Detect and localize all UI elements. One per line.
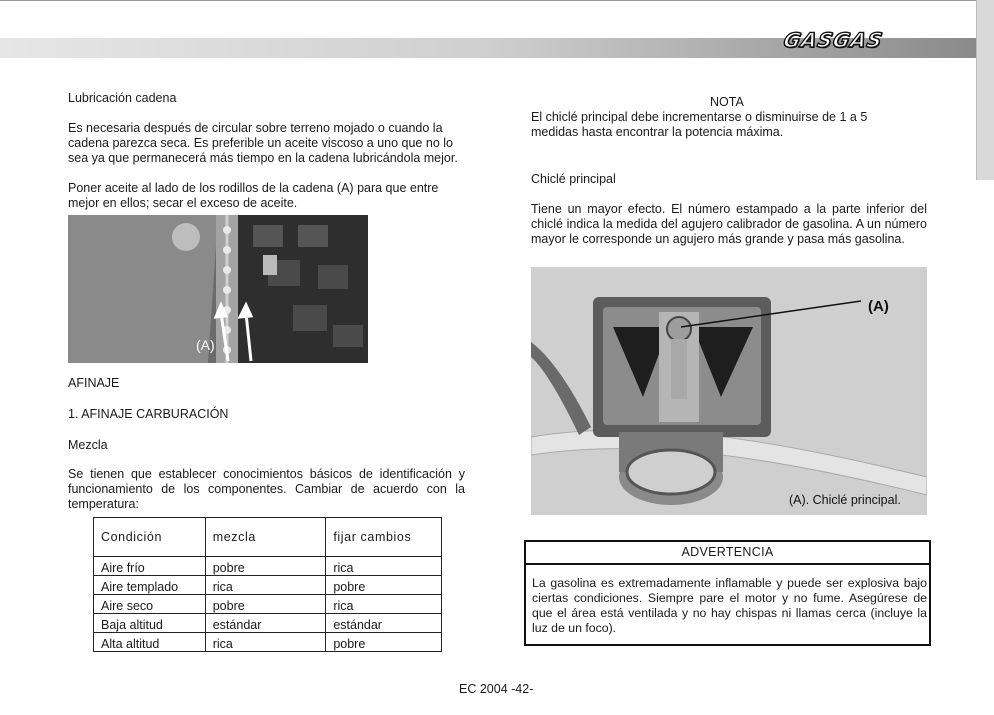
table-cell: estándar <box>326 614 442 633</box>
table-cell: pobre <box>326 633 442 652</box>
mezcla-title: Mezcla <box>68 438 108 452</box>
table-header-condicion: Condición <box>94 518 206 557</box>
warning-title: ADVERTENCIA <box>526 542 929 565</box>
table-row <box>94 614 442 633</box>
table-header-fijar-cambios: fijar cambios <box>326 518 442 557</box>
table-cell: rica <box>326 595 442 614</box>
mezcla-paragraph: Se tienen que establecer conocimientos básicos de identificación y funcionamiento de los componentes. Cambiar de acuerdo con la temperatura: <box>68 467 465 511</box>
side-tab <box>976 0 994 180</box>
brand-logo: GASGAS <box>781 28 886 52</box>
table-cell: Aire templado <box>94 576 206 595</box>
table-row <box>94 576 442 595</box>
table-cell: Aire seco <box>94 595 206 614</box>
warning-box <box>524 540 931 646</box>
carburetor-photo <box>531 267 927 515</box>
lubricacion-paragraph-2: Poner aceite al lado de los rodillos de la cadena (A) para que entre mejor en ellos; secar el exceso de aceite. <box>68 181 439 210</box>
table-header-mezcla: mezcla <box>205 518 326 557</box>
table-header-row <box>94 518 442 557</box>
afinaje-title: AFINAJE <box>68 376 120 390</box>
carburetor-photo-caption: (A). Chiclé principal. <box>789 493 901 507</box>
table-cell: pobre <box>326 576 442 595</box>
table-cell: rica <box>205 576 326 595</box>
chicle-paragraph: Tiene un mayor efecto. El número estampado a la parte inferior del chiclé indica la medida del agujero calibrador de gasolina. A un número mayor le corresponde un agujero más grande y pasa más gasolina. <box>531 202 927 246</box>
lubricacion-paragraph-1: Es necesaria después de circular sobre terreno mojado o cuando la cadena parezca seca. Es preferible un aceite viscoso a uno que no lo sea ya que permanecerá más tiempo en la cadena lubricándola mejor. <box>68 121 458 165</box>
table-cell: Alta altitud <box>94 633 206 652</box>
table-cell: pobre <box>205 595 326 614</box>
table-cell: rica <box>326 557 442 576</box>
chain-photo <box>68 215 368 363</box>
table-row <box>94 595 442 614</box>
conditions-table <box>93 517 442 652</box>
chain-photo-label: (A) <box>196 337 215 353</box>
chain-photo-drawing <box>68 215 368 363</box>
table-cell: Aire frío <box>94 557 206 576</box>
top-rule <box>0 0 978 1</box>
carburacion-title: 1. AFINAJE CARBURACIÓN <box>68 407 229 421</box>
table-cell: rica <box>205 633 326 652</box>
table-row <box>94 557 442 576</box>
nota-text: El chiclé principal debe incrementarse o disminuirse de 1 a 5 medidas hasta encontrar la potencia máxima. <box>531 110 868 139</box>
section-title-lubricacion: Lubricación cadena <box>68 91 177 105</box>
table-cell: estándar <box>205 614 326 633</box>
table-row <box>94 633 442 652</box>
carburetor-photo-label: (A) <box>868 298 889 315</box>
warning-text: La gasolina es extremadamente inflamable y puede ser explosiva bajo ciertas condiciones. Siempre pare el motor y no fume. Asegúrese de que el área está ventilada y no hay chispas ni llamas cerca (incluye la luz de un foco). <box>532 576 927 635</box>
chicle-title: Chiclé principal <box>531 172 616 186</box>
page-number: EC 2004 -42- <box>459 682 534 696</box>
table-cell: pobre <box>205 557 326 576</box>
table-cell: Baja altitud <box>94 614 206 633</box>
nota-title: NOTA <box>710 95 744 109</box>
